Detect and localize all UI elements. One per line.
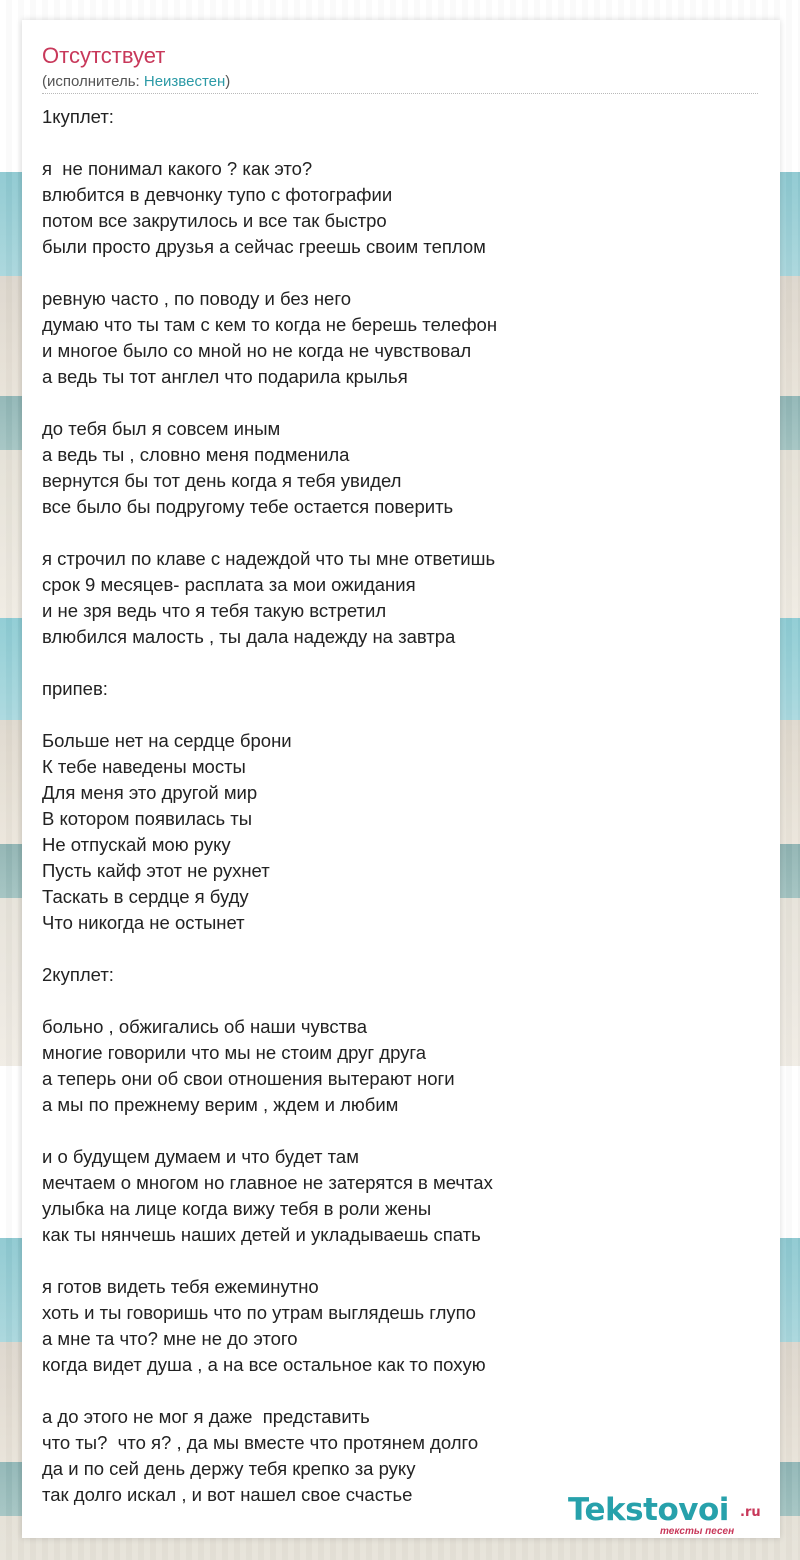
lyric-line: а мне та что? мне не до этого [42,1328,298,1349]
lyric-line: как ты нянчешь наших детей и укладываешь спать [42,1224,481,1245]
lyric-line [42,260,758,286]
lyric-line: В котором появилась ты [42,808,253,829]
lyric-line: ревную часто , по поводу и без него [42,288,351,309]
lyric-line: Таскать в сердце я буду [42,886,249,907]
lyric-line [42,988,758,1014]
lyric-line: я строчил по клаве с надеждой что ты мне ответишь [42,548,496,569]
lyric-line: Больше нет на сердце брони [42,730,292,751]
lyric-line [42,1378,758,1404]
lyric-line: срок 9 месяцев- расплата за мои ожидания [42,574,416,595]
title-divider [42,93,758,94]
lyric-line: так долго искал , и вот нашел свое счастье [42,1484,413,1505]
lyric-line: вернутся бы тот день когда я тебя увидел [42,470,402,491]
lyrics-text [42,104,758,1508]
lyric-line [42,650,758,676]
lyric-line: 1куплет: [42,106,114,127]
lyric-line: К тебе наведены мосты [42,756,246,777]
lyric-line: а до этого не мог я даже представить [42,1406,370,1427]
logo-main-text: Tekstovoi [568,1492,729,1528]
lyric-line: а теперь они об свои отношения вытерают ноги [42,1068,455,1089]
lyric-line: я готов видеть тебя ежеминутно [42,1276,319,1297]
lyric-line: хоть и ты говоришь что по утрам выглядешь глупо [42,1302,476,1323]
lyric-line: и не зря ведь что я тебя такую встретил [42,600,387,621]
lyric-line [42,1118,758,1144]
lyric-line: а мы по прежнему верим , ждем и любим [42,1094,399,1115]
lyric-line: и многое было со мной но не когда не чувствовал [42,340,472,361]
lyric-line [42,702,758,728]
lyric-line: Пусть кайф этот не рухнет [42,860,270,881]
song-title: Отсутствует [42,43,166,68]
logo-tagline: тексты песен [660,1526,735,1537]
artist-line [42,72,230,92]
lyric-line: что ты? что я? , да мы вместе что протянем долго [42,1432,479,1453]
lyric-line: потом все закрутилось и все так быстро [42,210,387,231]
lyric-line: да и по сей день держу тебя крепко за руку [42,1458,416,1479]
lyric-line: мечтаем о многом но главное не затерятся в мечтах [42,1172,493,1193]
lyric-line: все было бы подругому тебе остается поверить [42,496,454,517]
lyric-line: влюбится в девчонку тупо с фотографии [42,184,393,205]
lyric-line: и о будущем думаем и что будет там [42,1146,359,1167]
lyric-line [42,1248,758,1274]
lyric-line: больно , обжигались об наши чувства [42,1016,367,1037]
logo-tld: .ru [740,1505,761,1520]
lyric-line: когда видет душа , а на все остальное как то похую [42,1354,486,1375]
tekstovoi-logo[interactable] [568,1492,778,1540]
artist-suffix: ) [225,73,231,90]
artist-prefix: (исполнитель: [42,73,144,90]
artist-link[interactable]: Неизвестен [143,73,226,90]
lyric-line [42,936,758,962]
lyric-line [42,130,758,156]
lyric-line: припев: [42,678,108,699]
lyric-line: улыбка на лице когда вижу тебя в роли жены [42,1198,432,1219]
lyric-line: 2куплет: [42,964,114,985]
lyric-line: Для меня это другой мир [42,782,258,803]
lyric-line: думаю что ты там с кем то когда не берешь телефон [42,314,498,335]
lyric-line: влюбился малость , ты дала надежду на завтра [42,626,456,647]
lyric-line: а ведь ты , словно меня подменила [42,444,350,465]
lyric-line: Не отпускай мою руку [42,834,231,855]
lyric-line [42,390,758,416]
lyric-line: я не понимал какого ? как это? [42,158,313,179]
lyric-line [42,520,758,546]
lyric-line: а ведь ты тот англел что подарила крылья [42,366,408,387]
lyric-line: Что никогда не остынет [42,912,245,933]
lyric-line: были просто друзья а сейчас греешь своим теплом [42,236,486,257]
lyric-line: до тебя был я совсем иным [42,418,281,439]
lyric-line: многие говорили что мы не стоим друг друга [42,1042,427,1063]
